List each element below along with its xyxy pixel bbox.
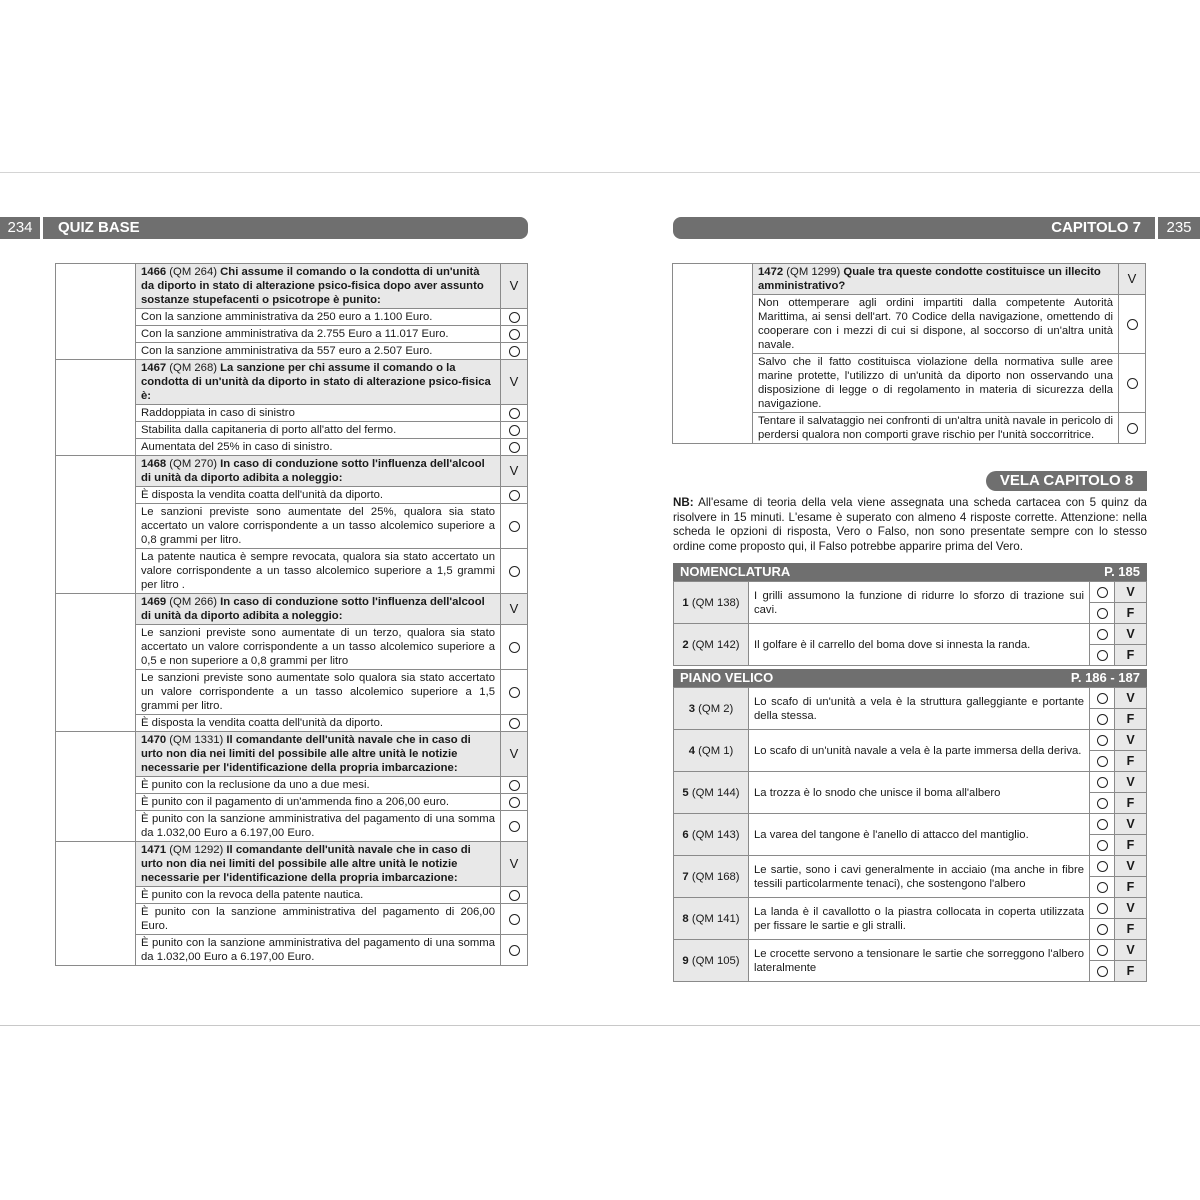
question-side-cell xyxy=(56,594,136,732)
tf-row xyxy=(674,772,1147,793)
answer-circle-icon[interactable] xyxy=(509,890,520,901)
question-side-cell xyxy=(56,360,136,456)
question-row xyxy=(56,732,528,777)
answer-option[interactable] xyxy=(501,343,528,360)
answer-circle-icon[interactable] xyxy=(509,718,520,729)
answer-circle-icon[interactable] xyxy=(509,945,520,956)
answer-option[interactable] xyxy=(501,887,528,904)
true-circle-icon[interactable] xyxy=(1097,735,1108,746)
question-ref: (QM 266) xyxy=(166,596,221,608)
answer-circle-icon[interactable] xyxy=(509,346,520,357)
answer-text: La patente nautica è sempre revocata, qualora sia stato accertato un valore corrispondente a un tasso alcolemico superiore a 1,5 grammi per litro . xyxy=(136,549,501,594)
tf-num: 1 xyxy=(682,596,689,609)
answer-option[interactable] xyxy=(501,811,528,842)
tf-ref: (QM 105) xyxy=(688,954,740,967)
answer-text: Le sanzioni previste sono aumentate del 25%, qualora sia stato accertato un valore corrispondente a un tasso alcolemico superiore a 0,8 grammi per litro. xyxy=(136,504,501,549)
question-row xyxy=(56,360,528,405)
question-side-cell xyxy=(56,264,136,360)
answer-text: Raddoppiata in caso di sinistro xyxy=(136,405,501,422)
true-mark: V xyxy=(501,360,528,405)
true-false-table xyxy=(673,687,1147,982)
tf-number xyxy=(674,688,749,730)
tf-number xyxy=(674,814,749,856)
true-mark: V xyxy=(501,842,528,887)
tf-row xyxy=(674,688,1147,709)
tf-statement: Lo scafo di un'unità navale a vela è la parte immersa della deriva. xyxy=(749,730,1090,772)
question-body: In caso di conduzione sotto l'influenza dell'alcool di unità da diporto adibita a noleggio: xyxy=(141,458,485,484)
section-header xyxy=(673,669,1147,687)
answer-text: Aumentata del 25% in caso di sinistro. xyxy=(136,439,501,456)
question-text xyxy=(136,456,501,487)
false-option[interactable] xyxy=(1090,877,1115,898)
true-circle-icon[interactable] xyxy=(1097,903,1108,914)
answer-circle-icon[interactable] xyxy=(509,642,520,653)
tf-num: 4 xyxy=(688,744,695,757)
false-label: F xyxy=(1115,603,1147,624)
tf-row xyxy=(674,940,1147,961)
true-mark: V xyxy=(1119,264,1146,295)
answer-option[interactable] xyxy=(501,777,528,794)
true-circle-icon[interactable] xyxy=(1097,693,1108,704)
tf-num: 3 xyxy=(688,702,695,715)
book-spread xyxy=(0,172,1200,1026)
tf-row xyxy=(674,856,1147,877)
question-code: 1472 xyxy=(758,266,784,278)
answer-circle-icon[interactable] xyxy=(1127,319,1138,330)
answer-text: È punito con la sanzione amministrativa del pagamento di una somma da 1.032,00 Euro a 6.197,00 Euro. xyxy=(136,811,501,842)
question-body: Il comandante dell'unità navale che in caso di urto non dia nei limiti del possibile alle altre unità le notizie necessarie per l'identificazione della propria imbarcazione: xyxy=(141,734,471,774)
answer-option[interactable] xyxy=(501,439,528,456)
answer-text: È punito con la reclusione da uno a due mesi. xyxy=(136,777,501,794)
tf-row xyxy=(674,898,1147,919)
question-ref: (QM 1299) xyxy=(783,266,844,278)
tf-num: 7 xyxy=(682,870,689,883)
question-ref: (QM 1292) xyxy=(166,844,227,856)
false-circle-icon[interactable] xyxy=(1097,966,1108,977)
answer-option[interactable] xyxy=(501,504,528,549)
question-text xyxy=(136,732,501,777)
true-option[interactable] xyxy=(1090,940,1115,961)
answer-option[interactable] xyxy=(1119,295,1146,354)
question-body: Chi assume il comando o la condotta di un'unità da diporto in stato di alterazione psico-fisica dopo aver assunto sostanze stupefacenti o psicotrope è punito: xyxy=(141,266,484,306)
answer-circle-icon[interactable] xyxy=(509,442,520,453)
false-circle-icon[interactable] xyxy=(1097,882,1108,893)
answer-option[interactable] xyxy=(501,935,528,966)
tf-number xyxy=(674,940,749,982)
section-page: P. 186 - 187 xyxy=(1070,670,1140,685)
answer-circle-icon[interactable] xyxy=(1127,378,1138,389)
false-circle-icon[interactable] xyxy=(1097,798,1108,809)
true-label: V xyxy=(1115,772,1147,793)
answer-option[interactable] xyxy=(501,326,528,343)
answer-text: Con la sanzione amministrativa da 557 euro a 2.507 Euro. xyxy=(136,343,501,360)
right-page-header: CAPITOLO 7 xyxy=(673,217,1155,239)
tf-num: 2 xyxy=(682,638,689,651)
answer-circle-icon[interactable] xyxy=(509,329,520,340)
answer-option[interactable] xyxy=(1119,354,1146,413)
answer-option[interactable] xyxy=(501,422,528,439)
answer-option[interactable] xyxy=(501,405,528,422)
answer-text: È punito con la sanzione amministrativa del pagamento di una somma da 1.032,00 Euro a 6.197,00 Euro. xyxy=(136,935,501,966)
true-option[interactable] xyxy=(1090,582,1115,603)
false-option[interactable] xyxy=(1090,603,1115,624)
true-circle-icon[interactable] xyxy=(1097,587,1108,598)
true-label: V xyxy=(1115,940,1147,961)
true-label: V xyxy=(1115,688,1147,709)
section-title: PIANO VELICO xyxy=(680,670,774,685)
true-label: V xyxy=(1115,814,1147,835)
question-code: 1468 xyxy=(141,458,167,470)
tf-ref: (QM 144) xyxy=(688,786,740,799)
question-code: 1470 xyxy=(141,734,167,746)
false-option[interactable] xyxy=(1090,835,1115,856)
false-option[interactable] xyxy=(1090,645,1115,666)
false-option[interactable] xyxy=(1090,961,1115,982)
false-circle-icon[interactable] xyxy=(1097,650,1108,661)
question-code: 1466 xyxy=(141,266,167,278)
tf-row xyxy=(674,730,1147,751)
question-text xyxy=(136,594,501,625)
true-label: V xyxy=(1115,856,1147,877)
false-label: F xyxy=(1115,877,1147,898)
tf-number xyxy=(674,624,749,666)
true-option[interactable] xyxy=(1090,688,1115,709)
answer-circle-icon[interactable] xyxy=(1127,423,1138,434)
true-option[interactable] xyxy=(1090,814,1115,835)
true-circle-icon[interactable] xyxy=(1097,945,1108,956)
answer-text: È punito con il pagamento di un'ammenda fino a 206,00 euro. xyxy=(136,794,501,811)
answer-option[interactable] xyxy=(501,549,528,594)
answer-circle-icon[interactable] xyxy=(509,821,520,832)
answer-text: Tentare il salvataggio nei confronti di un'altra unità navale in pericolo di perdersi qualora non comporti grave rischio per l'unità soccorritrice. xyxy=(753,413,1119,444)
true-circle-icon[interactable] xyxy=(1097,777,1108,788)
false-option[interactable] xyxy=(1090,793,1115,814)
answer-option[interactable] xyxy=(501,794,528,811)
question-side-cell xyxy=(56,842,136,966)
question-text xyxy=(136,842,501,887)
true-circle-icon[interactable] xyxy=(1097,861,1108,872)
false-label: F xyxy=(1115,919,1147,940)
answer-text: Non ottemperare agli ordini impartiti dalla competente Autorità Marittima, ai sensi dell'art. 70 Codice della navigazione, omettendo di cooperare con i mezzi di cui si dispone, al soccorso di un'altra unità navale. xyxy=(753,295,1119,354)
question-ref: (QM 264) xyxy=(166,266,221,278)
tf-num: 8 xyxy=(682,912,689,925)
tf-statement: Lo scafo di un'unità a vela è la struttura galleggiante e portante della stessa. xyxy=(749,688,1090,730)
answer-circle-icon[interactable] xyxy=(509,797,520,808)
section-title: NOMENCLATURA xyxy=(680,564,791,579)
answer-option[interactable] xyxy=(501,904,528,935)
question-body: Quale tra queste condotte costituisce un illecito amministrativo? xyxy=(758,266,1101,292)
answer-circle-icon[interactable] xyxy=(509,490,520,501)
answer-circle-icon[interactable] xyxy=(509,408,520,419)
answer-text: Stabilita dalla capitaneria di porto all'atto del fermo. xyxy=(136,422,501,439)
question-text xyxy=(753,264,1119,295)
tf-ref: (QM 143) xyxy=(688,828,740,841)
true-circle-icon[interactable] xyxy=(1097,629,1108,640)
answer-option[interactable] xyxy=(501,670,528,715)
section-header xyxy=(673,563,1147,581)
answer-option[interactable] xyxy=(1119,413,1146,444)
false-circle-icon[interactable] xyxy=(1097,756,1108,767)
answer-circle-icon[interactable] xyxy=(509,312,520,323)
true-option[interactable] xyxy=(1090,730,1115,751)
false-option[interactable] xyxy=(1090,709,1115,730)
tf-ref: (QM 2) xyxy=(695,702,734,715)
left-page-number: 234 xyxy=(0,217,40,239)
tf-number xyxy=(674,730,749,772)
tf-ref: (QM 1) xyxy=(695,744,734,757)
true-false-table xyxy=(673,581,1147,666)
tf-row xyxy=(674,582,1147,603)
answer-option[interactable] xyxy=(501,487,528,504)
tf-number xyxy=(674,582,749,624)
nb-note xyxy=(673,496,1147,554)
question-body: Il comandante dell'unità navale che in caso di urto non dia nei limiti del possibile alle altre unità le notizie necessarie per l'identificazione della propria imbarcazione: xyxy=(141,844,471,884)
tf-statement: Il golfare è il carrello del boma dove si innesta la randa. xyxy=(749,624,1090,666)
tf-num: 6 xyxy=(682,828,689,841)
question-body: La sanzione per chi assume il comando o la condotta di un'unità da diporto in stato di alterazione psico-fisica è: xyxy=(141,362,491,402)
false-label: F xyxy=(1115,793,1147,814)
tf-number xyxy=(674,898,749,940)
true-circle-icon[interactable] xyxy=(1097,819,1108,830)
answer-option[interactable] xyxy=(501,625,528,670)
question-side-cell xyxy=(56,456,136,594)
answer-text: Salvo che il fatto costituisca violazione della normativa sulle aree marine protette, l'utilizzo di un'unità da diporto non osservando una disposizione di legge o di regolamento in materia di sicurezza della navigazione. xyxy=(753,354,1119,413)
answer-text: Con la sanzione amministrativa da 250 euro a 1.100 Euro. xyxy=(136,309,501,326)
question-row xyxy=(56,264,528,309)
question-ref: (QM 1331) xyxy=(166,734,227,746)
nb-label: NB: xyxy=(673,496,694,509)
tf-number xyxy=(674,856,749,898)
question-text xyxy=(136,264,501,309)
answer-text: È punito con la revoca della patente nautica. xyxy=(136,887,501,904)
true-label: V xyxy=(1115,898,1147,919)
false-label: F xyxy=(1115,961,1147,982)
answer-text: Le sanzioni previste sono aumentate solo qualora sia stato accertato un valore corrispondente a un tasso alcolemico superiore a 1,5 grammi per litro. xyxy=(136,670,501,715)
false-option[interactable] xyxy=(1090,751,1115,772)
answer-circle-icon[interactable] xyxy=(509,566,520,577)
tf-row xyxy=(674,624,1147,645)
tf-ref: (QM 142) xyxy=(688,638,740,651)
false-label: F xyxy=(1115,709,1147,730)
question-side-cell xyxy=(56,732,136,842)
answer-circle-icon[interactable] xyxy=(509,780,520,791)
tf-statement: I grilli assumono la funzione di ridurre lo sforzo di trazione sui cavi. xyxy=(749,582,1090,624)
tf-statement: Le crocette servono a tensionare le sartie che sorreggono l'albero lateralmente xyxy=(749,940,1090,982)
tf-ref: (QM 168) xyxy=(688,870,740,883)
answer-circle-icon[interactable] xyxy=(509,687,520,698)
question-row xyxy=(56,594,528,625)
tf-statement: Le sartie, sono i cavi generalmente in acciaio (ma anche in fibre tessili particolarmente tenaci), che sostengono l'albero xyxy=(749,856,1090,898)
answer-text: È punito con la sanzione amministrativa del pagamento di 206,00 Euro. xyxy=(136,904,501,935)
false-circle-icon[interactable] xyxy=(1097,840,1108,851)
tf-num: 5 xyxy=(682,786,689,799)
answer-option[interactable] xyxy=(501,715,528,732)
false-circle-icon[interactable] xyxy=(1097,924,1108,935)
question-row xyxy=(673,264,1146,295)
false-circle-icon[interactable] xyxy=(1097,714,1108,725)
answer-circle-icon[interactable] xyxy=(509,914,520,925)
true-label: V xyxy=(1115,730,1147,751)
question-code: 1467 xyxy=(141,362,167,374)
question-row xyxy=(56,842,528,887)
left-quiz-table xyxy=(55,263,528,966)
question-ref: (QM 270) xyxy=(166,458,221,470)
vela-section-title: VELA CAPITOLO 8 xyxy=(986,471,1147,491)
answer-text: È disposta la vendita coatta dell'unità da diporto. xyxy=(136,487,501,504)
true-label: V xyxy=(1115,582,1147,603)
tf-row xyxy=(674,814,1147,835)
true-mark: V xyxy=(501,264,528,309)
answer-text: Le sanzioni previste sono aumentate di un terzo, qualora sia stato accertato un valore corrispondente a un tasso alcolemico superiore a 0,5 e non superiore a 0,8 grammi per litro xyxy=(136,625,501,670)
right-quiz-table xyxy=(672,263,1146,444)
section-page: P. 185 xyxy=(1104,564,1140,579)
true-mark: V xyxy=(501,594,528,625)
false-circle-icon[interactable] xyxy=(1097,608,1108,619)
tf-statement: La varea del tangone è l'anello di attacco del mantiglio. xyxy=(749,814,1090,856)
true-label: V xyxy=(1115,624,1147,645)
true-mark: V xyxy=(501,456,528,487)
question-side-cell xyxy=(673,264,753,444)
true-option[interactable] xyxy=(1090,772,1115,793)
answer-text: È disposta la vendita coatta dell'unità da diporto. xyxy=(136,715,501,732)
tf-number xyxy=(674,772,749,814)
true-option[interactable] xyxy=(1090,856,1115,877)
true-option[interactable] xyxy=(1090,898,1115,919)
false-option[interactable] xyxy=(1090,919,1115,940)
false-label: F xyxy=(1115,751,1147,772)
question-ref: (QM 268) xyxy=(166,362,221,374)
tf-statement: La landa è il cavallotto o la piastra collocata in coperta utilizzata per fissare le sartie e gli stralli. xyxy=(749,898,1090,940)
question-code: 1471 xyxy=(141,844,167,856)
tf-num: 9 xyxy=(682,954,689,967)
false-label: F xyxy=(1115,835,1147,856)
tf-ref: (QM 141) xyxy=(688,912,740,925)
question-row xyxy=(56,456,528,487)
left-page-header: QUIZ BASE xyxy=(43,217,528,239)
question-text xyxy=(136,360,501,405)
answer-circle-icon[interactable] xyxy=(509,521,520,532)
answer-circle-icon[interactable] xyxy=(509,425,520,436)
tf-ref: (QM 138) xyxy=(688,596,740,609)
question-body: In caso di conduzione sotto l'influenza dell'alcool di unità da diporto adibita a noleggio: xyxy=(141,596,485,622)
question-code: 1469 xyxy=(141,596,167,608)
true-mark: V xyxy=(501,732,528,777)
true-option[interactable] xyxy=(1090,624,1115,645)
answer-option[interactable] xyxy=(501,309,528,326)
right-page-number: 235 xyxy=(1158,217,1200,239)
nb-text: All'esame di teoria della vela viene assegnata una scheda cartacea con 5 quinz da risolvere in 15 minuti. L'esame è superato con almeno 4 risposte corrette. Attenzione: nella scheda le opzioni di risposta, Vero o Falso, non sono presentate sempre con lo stesso ordine come proposto qui, il Falso potrebbe apparire prima del Vero. xyxy=(673,496,1147,553)
false-label: F xyxy=(1115,645,1147,666)
answer-text: Con la sanzione amministrativa da 2.755 Euro a 11.017 Euro. xyxy=(136,326,501,343)
tf-statement: La trozza è lo snodo che unisce il boma all'albero xyxy=(749,772,1090,814)
